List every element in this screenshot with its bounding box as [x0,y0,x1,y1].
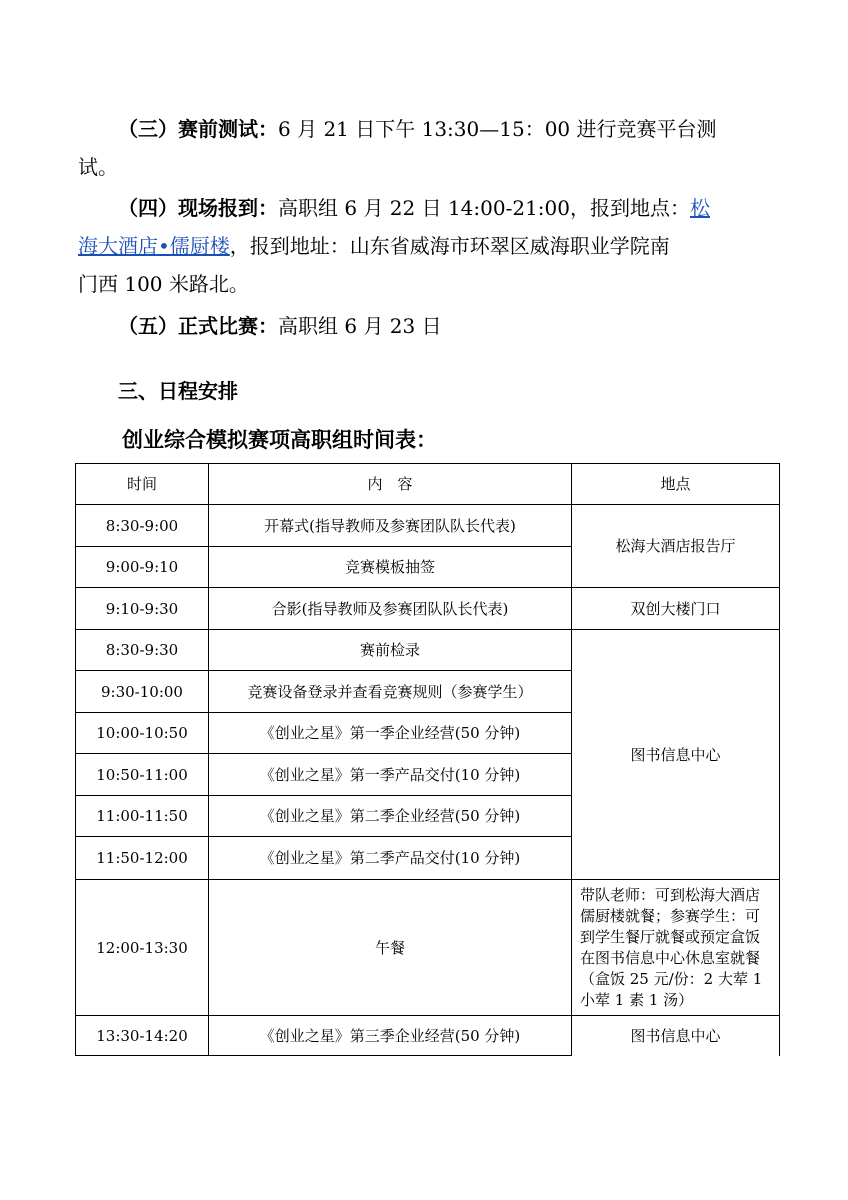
row-content: 合影(指导教师及参赛团队队长代表) [209,588,572,630]
row-time: 12:00-13:30 [76,880,209,1016]
registration-address-text: ，报到地址：山东省威海市环翠区威海职业学院南 [229,234,670,258]
row-content: 《创业之星》第二季企业经营(50 分钟) [209,796,572,837]
row-content: 竞赛模板抽签 [209,547,572,588]
paragraph-pre-test [78,110,772,186]
row-content: 开幕式(指导教师及参赛团队队长代表) [209,505,572,547]
row-time: 13:30-14:20 [76,1016,209,1056]
schedule-table [75,463,780,1056]
location-hotel-hall: 松海大酒店报告厅 [572,505,780,588]
header-time: 时间 [76,464,209,505]
registration-location-link-start[interactable]: 松 [690,196,710,220]
row-time: 10:50-11:00 [76,754,209,796]
competition-heading: （五）正式比赛： [118,314,278,338]
pre-test-heading: （三）赛前测试： [118,117,278,141]
location-lunch-note: 带队老师：可到松海大酒店儒厨楼就餐；参赛学生：可到学生餐厅就餐或预定盒饭在图书信息中心休息室就餐（盒饭 25 元/份：2 大荤 1 小荤 1 素 1 汤） [572,880,780,1016]
location-library-center: 图书信息中心 [572,630,780,880]
paragraph-competition [78,307,772,345]
competition-text: 高职组 6 月 23 日 [278,314,442,338]
paragraph-registration [78,189,772,303]
row-content: 《创业之星》第二季产品交付(10 分钟) [209,837,572,880]
registration-text: 高职组 6 月 22 日 14:00-21:00，报到地点： [278,196,690,220]
row-time: 11:50-12:00 [76,837,209,880]
row-content: 赛前检录 [209,630,572,671]
row-time: 8:30-9:30 [76,630,209,671]
row-content: 午餐 [209,880,572,1016]
pre-test-text: 6 月 21 日下午 13:30—15：00 进行竞赛平台测 [278,117,717,141]
row-time: 9:10-9:30 [76,588,209,630]
table-row [76,880,780,1016]
location-shuangchuang-gate: 双创大楼门口 [572,588,780,630]
row-content: 竞赛设备登录并查看竞赛规则（参赛学生） [209,671,572,713]
row-time: 10:00-10:50 [76,713,209,754]
location-library-center-2: 图书信息中心 [572,1016,780,1056]
row-time: 8:30-9:00 [76,505,209,547]
table-header-row [76,464,780,505]
row-content: 《创业之星》第一季产品交付(10 分钟) [209,754,572,796]
row-time: 11:00-11:50 [76,796,209,837]
registration-location-link[interactable]: 海大酒店•儒厨楼 [78,234,230,258]
header-location: 地点 [572,464,780,505]
table-row [76,505,780,547]
table-caption: 创业综合模拟赛项高职组时间表： [122,428,437,452]
table-row [76,630,780,671]
registration-heading: （四）现场报到： [118,196,278,220]
pre-test-text-end: 试。 [78,155,118,179]
registration-address-end: 门西 100 米路北。 [78,272,249,296]
table-row [76,1016,780,1056]
header-content: 内 容 [209,464,572,505]
section-title: 三、日程安排 [118,379,238,403]
row-time: 9:30-10:00 [76,671,209,713]
row-content: 《创业之星》第三季企业经营(50 分钟) [209,1016,572,1056]
row-content: 《创业之星》第一季企业经营(50 分钟) [209,713,572,754]
table-row [76,588,780,630]
row-time: 9:00-9:10 [76,547,209,588]
